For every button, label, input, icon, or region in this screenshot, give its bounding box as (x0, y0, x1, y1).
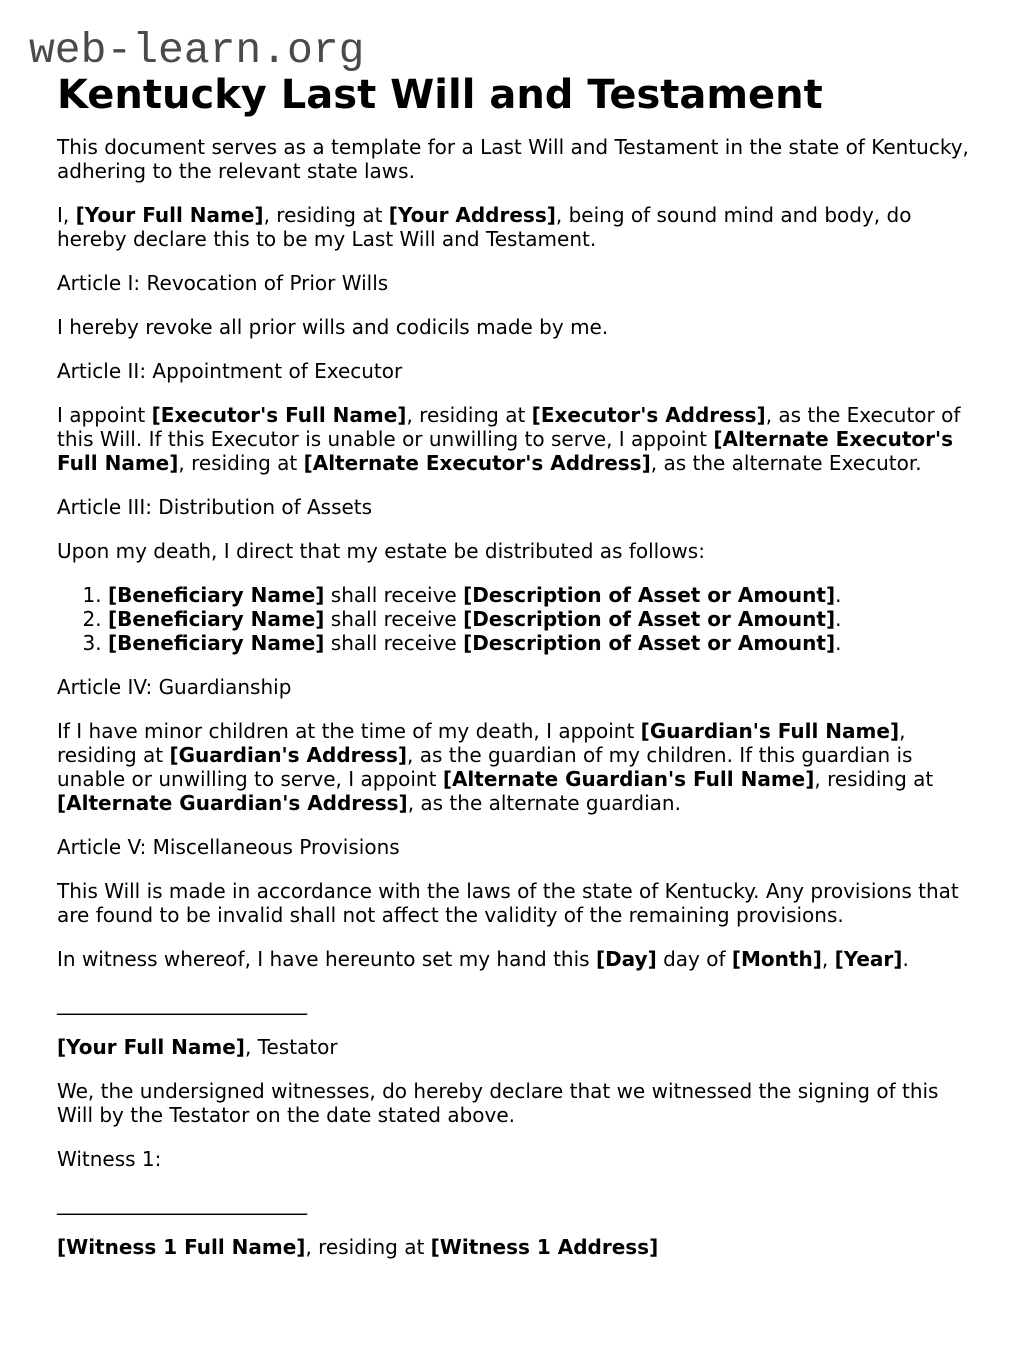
beneficiary-list (57, 583, 975, 655)
declaration-paragraph: I, [Your Full Name], residing at [Your Address], being of sound mind and body, do hereby declare this to be my Last Will and Testament. (57, 203, 912, 251)
witness-declaration-paragraph: We, the undersigned witnesses, do hereby declare that we witnessed the signing of this Will by the Testator on the date stated above. (57, 1079, 939, 1127)
testator-signature-label: [Your Full Name], Testator (57, 1035, 338, 1059)
article-5-heading: Article V: Miscellaneous Provisions (57, 835, 400, 859)
testator-signature-line: _________________________ (57, 991, 307, 1015)
beneficiary-item-2: 2. [Beneficiary Name] shall receive [Description of Asset or Amount]. (108, 607, 975, 631)
article-4-heading: Article IV: Guardianship (57, 675, 292, 699)
witness-1-identity: [Witness 1 Full Name], residing at [Witness 1 Address] (57, 1235, 659, 1259)
document-content (57, 72, 975, 1259)
witness-1-label: Witness 1: (57, 1147, 162, 1171)
beneficiary-item-1: 1. [Beneficiary Name] shall receive [Description of Asset or Amount]. (108, 583, 975, 607)
article-2-body: I appoint [Executor's Full Name], residing at [Executor's Address], as the Executor of this Will. If this Executor is unable or unwilling to serve, I appoint [Alternate Executor's Full Name], residing at [Alternate Executor's Address], as the alternate Executor. (57, 403, 961, 475)
article-1-body: I hereby revoke all prior wills and codicils made by me. (57, 315, 609, 339)
site-logo: web-learn.org (29, 26, 365, 75)
article-3-intro: Upon my death, I direct that my estate be distributed as follows: (57, 539, 705, 563)
document-title: Kentucky Last Will and Testament (57, 72, 823, 118)
article-2-heading: Article II: Appointment of Executor (57, 359, 403, 383)
article-4-body: If I have minor children at the time of my death, I appoint [Guardian's Full Name], residing at [Guardian's Address], as the guardian of my children. If this guardian is unable or unwilling to serve, I appoint [Alternate Guardian's Full Name], residing at [Alternate Guardian's Address], as the alternate guardian. (57, 719, 934, 815)
article-5-body: This Will is made in accordance with the laws of the state of Kentucky. Any provisions that are found to be invalid shall not affect the validity of the remaining provisions. (57, 879, 959, 927)
will-document-page (0, 27, 1025, 1259)
witness-1-signature-line: _________________________ (57, 1191, 307, 1215)
article-3-heading: Article III: Distribution of Assets (57, 495, 373, 519)
beneficiary-item-3: 3. [Beneficiary Name] shall receive [Description of Asset or Amount]. (108, 631, 975, 655)
intro-paragraph: This document serves as a template for a Last Will and Testament in the state of Kentucky, adhering to the relevant state laws. (57, 135, 969, 183)
witness-clause-paragraph: In witness whereof, I have hereunto set my hand this [Day] day of [Month], [Year]. (57, 947, 909, 971)
article-1-heading: Article I: Revocation of Prior Wills (57, 271, 389, 295)
